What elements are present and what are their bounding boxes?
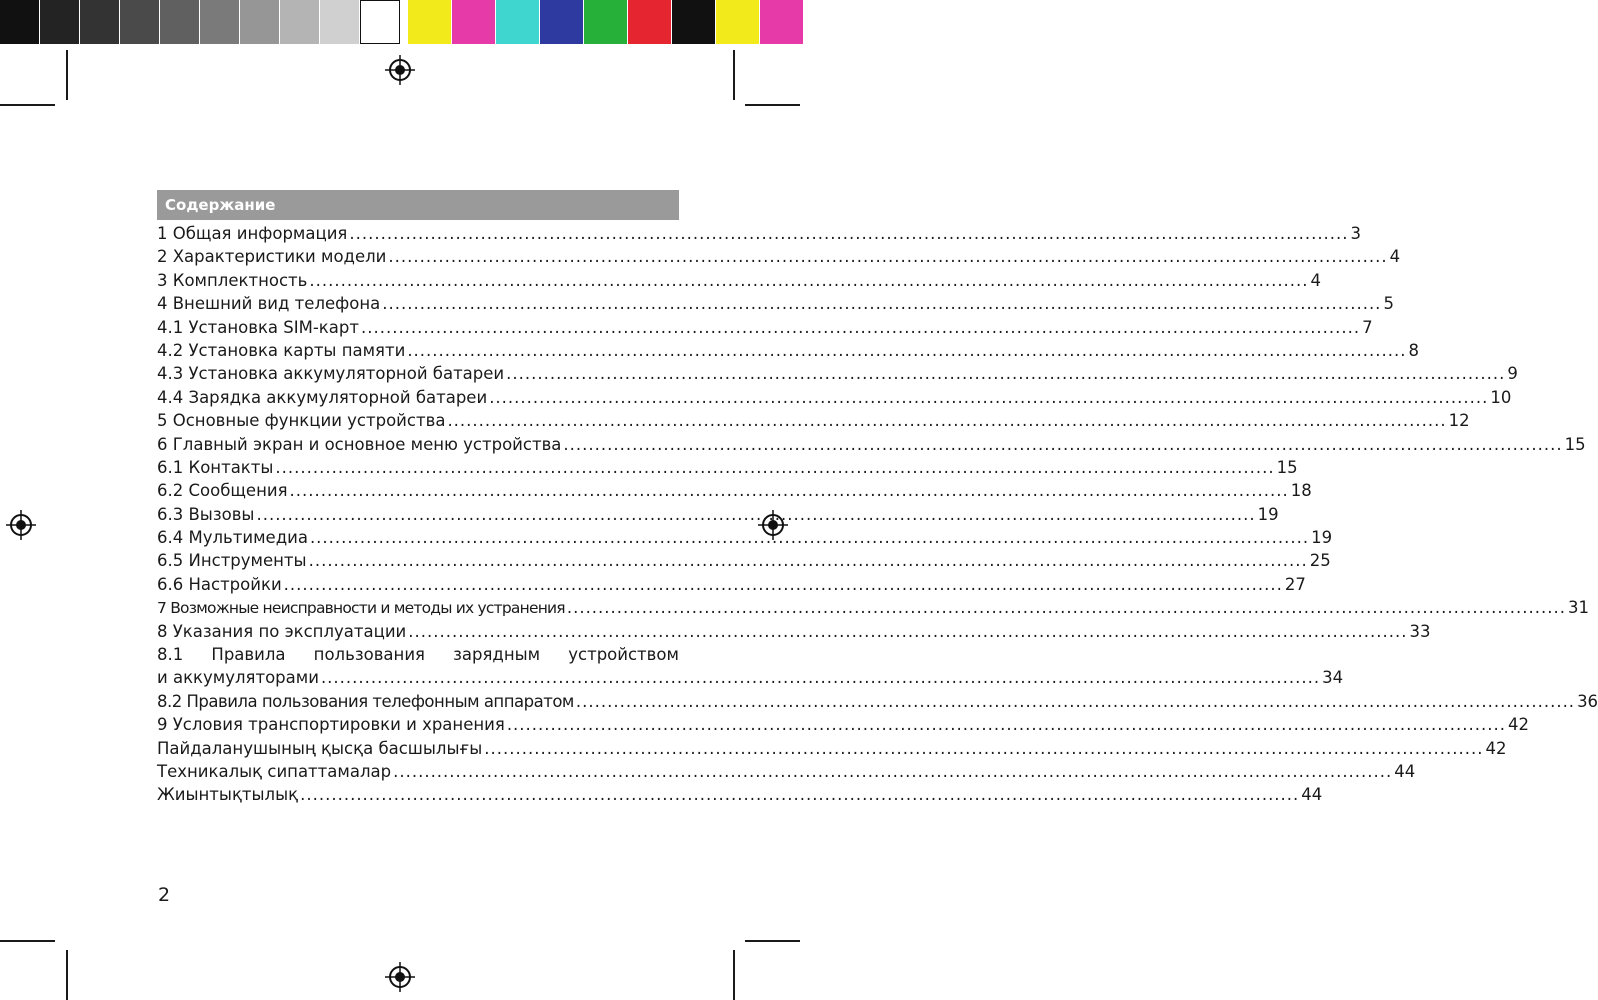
toc-entry[interactable] <box>157 738 1507 762</box>
toc-entry[interactable] <box>157 668 1344 691</box>
calibration-swatch <box>672 0 716 44</box>
toc-entry[interactable] <box>157 504 1279 528</box>
toc-leader-dots <box>382 294 1381 313</box>
toc-entry-page: 36 <box>1577 691 1598 711</box>
toc-entry-page: 31 <box>1568 598 1590 618</box>
calibration-swatch <box>200 0 240 44</box>
toc-entry[interactable] <box>157 317 1373 341</box>
toc-entry[interactable] <box>157 715 1529 738</box>
calibration-swatch <box>540 0 584 44</box>
toc-leader-dots <box>290 481 1289 500</box>
toc-entry-page: 19 <box>1311 528 1333 548</box>
toc-leader-dots <box>393 762 1392 781</box>
calibration-swatch <box>80 0 120 44</box>
toc-leader-dots <box>507 715 1506 734</box>
toc-entry-page: 27 <box>1284 574 1306 594</box>
toc-entry-page: 33 <box>1409 621 1431 641</box>
calibration-swatch <box>408 0 452 44</box>
toc-entry-label: 4.2 Установка карты памяти <box>157 340 406 360</box>
toc-entry-page: 19 <box>1257 504 1279 524</box>
toc-entry-label: Техникалық сипаттамалар <box>157 761 392 781</box>
toc-entry-page: 8 <box>1408 340 1419 360</box>
toc-leader-dots <box>489 388 1488 407</box>
calibration-swatch <box>40 0 80 44</box>
calibration-swatch <box>628 0 672 44</box>
toc-entry[interactable] <box>157 247 1401 270</box>
toc-entry-label: 1 Общая информация <box>157 224 348 243</box>
registration-mark-icon <box>385 962 415 992</box>
toc-entry-label: 4.3 Установка аккумуляторной батареи <box>157 364 505 384</box>
toc-entry-page: 18 <box>1290 481 1312 501</box>
toc-entry[interactable] <box>157 481 1312 504</box>
crop-mark <box>66 50 68 100</box>
toc-leader-dots <box>576 692 1575 711</box>
toc-entry-label: 6 Главный экран и основное меню устройства <box>157 434 562 454</box>
toc-entry[interactable] <box>157 528 1333 551</box>
page-number: 2 <box>158 884 171 906</box>
toc-entry-label: 6.5 Инструменты <box>157 551 307 571</box>
calibration-gap <box>400 0 408 44</box>
toc-leader-dots <box>300 785 1299 804</box>
crop-mark <box>745 940 800 942</box>
toc-leader-dots <box>447 411 1446 430</box>
toc-leader-dots <box>275 458 1274 477</box>
toc-entry-label: 9 Условия транспортировки и хранения <box>157 715 505 735</box>
toc-entry-label: 7 Возможные неисправности и методы их устранения <box>157 599 565 618</box>
toc-entry-label: 5 Основные функции устройства <box>157 411 446 431</box>
toc-entry-word: пользования <box>313 645 425 665</box>
toc-leader-dots <box>321 668 1320 687</box>
toc-entry[interactable] <box>157 434 1586 458</box>
toc-entry-page: 7 <box>1362 317 1373 337</box>
toc-entry-label: 6.4 Мультимедиа <box>157 528 308 548</box>
toc-entry-label: 6.2 Сообщения <box>157 481 288 501</box>
toc-entry[interactable] <box>157 294 1394 317</box>
crop-mark <box>733 950 735 1000</box>
calibration-swatch <box>716 0 760 44</box>
calibration-swatch <box>240 0 280 44</box>
toc-entry-label: 8 Указания по эксплуатации <box>157 621 407 641</box>
toc-entry[interactable] <box>157 364 1518 387</box>
crop-mark <box>745 104 800 106</box>
toc-entry-label: 8.2 Правила пользования телефонным аппаратом <box>157 691 574 711</box>
toc-entry[interactable] <box>157 785 1323 808</box>
toc-entry[interactable] <box>157 411 1470 434</box>
toc-leader-dots <box>256 505 1255 524</box>
crop-mark <box>733 50 735 100</box>
toc-entry[interactable] <box>157 761 1416 785</box>
toc-entry-label: Жиынтықтылық <box>157 785 299 805</box>
color-calibration-strip <box>0 0 804 44</box>
toc-entry-label: 6.3 Вызовы <box>157 504 255 524</box>
toc-entry-word: зарядным <box>453 645 541 665</box>
toc-leader-dots <box>408 622 1407 641</box>
toc-entry-label: 6.1 Контакты <box>157 457 274 477</box>
toc-list <box>157 224 1598 809</box>
toc-leader-dots <box>484 739 1483 758</box>
toc-leader-dots <box>309 551 1308 570</box>
toc-entry-page: 15 <box>1564 434 1586 454</box>
toc-entry-word: 8.1 <box>157 645 184 665</box>
toc-leader-dots <box>361 318 1360 337</box>
toc-entry-page: 42 <box>1485 738 1507 758</box>
toc-entry[interactable] <box>157 340 1419 364</box>
toc-leader-dots <box>407 341 1406 360</box>
toc-leader-dots <box>506 364 1505 383</box>
toc-entry[interactable] <box>157 387 1512 411</box>
crop-mark <box>0 940 55 942</box>
toc-title: Содержание <box>157 190 679 220</box>
toc-entry[interactable] <box>157 621 1431 645</box>
toc-entry-page: 44 <box>1394 761 1416 781</box>
toc-entry[interactable] <box>157 551 1331 574</box>
toc-entry[interactable] <box>157 691 1598 715</box>
toc-entry-page: 12 <box>1448 411 1470 431</box>
calibration-swatch <box>120 0 160 44</box>
calibration-swatch <box>0 0 40 44</box>
toc-entry-label: 2 Характеристики модели <box>157 247 387 267</box>
toc-entry-page: 9 <box>1507 364 1518 384</box>
registration-mark-icon <box>385 55 415 85</box>
toc-entry-label <box>157 645 679 664</box>
toc-entry-page: 5 <box>1383 294 1394 314</box>
toc-leader-dots <box>349 224 1348 243</box>
toc-entry[interactable] <box>157 457 1298 481</box>
crop-mark <box>0 104 55 106</box>
toc-entry-label: 6.6 Настройки <box>157 574 282 594</box>
toc-entry-page: 25 <box>1309 551 1331 571</box>
toc-entry[interactable] <box>157 574 1306 598</box>
toc-entry-page: 34 <box>1322 668 1344 688</box>
calibration-swatch <box>584 0 628 44</box>
toc-entry[interactable] <box>157 645 679 668</box>
toc-entry[interactable] <box>157 224 1362 247</box>
calibration-swatch <box>360 0 400 44</box>
registration-mark-icon <box>6 510 36 540</box>
toc-entry-label: Пайдаланушының қысқа басшылығы <box>157 738 483 758</box>
crop-mark <box>66 950 68 1000</box>
toc-entry-page: 4 <box>1310 270 1322 290</box>
calibration-swatch <box>452 0 496 44</box>
toc-leader-dots <box>567 598 1566 617</box>
toc-leader-dots <box>388 247 1387 266</box>
calibration-swatch <box>496 0 540 44</box>
toc-entry[interactable] <box>157 598 1590 621</box>
calibration-swatch <box>760 0 804 44</box>
toc-leader-dots <box>310 528 1309 547</box>
toc-entry-label: 4 Внешний вид телефона <box>157 294 381 314</box>
toc-entry-page: 42 <box>1508 715 1529 735</box>
toc-entry-label: 4.1 Установка SIM-карт <box>157 317 359 337</box>
toc-entry-word: устройством <box>568 645 679 665</box>
toc-leader-dots <box>563 435 1562 454</box>
toc-entry-label: 3 Комплектность <box>157 270 308 290</box>
toc-entry-page: 3 <box>1350 224 1362 243</box>
toc-entry[interactable] <box>157 270 1322 294</box>
toc-entry-label: 4.4 Зарядка аккумуляторной батареи <box>157 387 488 407</box>
toc-entry-page: 15 <box>1276 457 1298 477</box>
toc-leader-dots <box>309 271 1308 290</box>
calibration-swatch <box>280 0 320 44</box>
toc-entry-page: 4 <box>1389 247 1401 267</box>
table-of-contents <box>157 190 1598 809</box>
toc-entry-page: 44 <box>1301 785 1323 805</box>
calibration-swatch <box>320 0 360 44</box>
toc-leader-dots <box>284 575 1283 594</box>
toc-entry-page: 10 <box>1490 387 1512 407</box>
toc-entry-label: и аккумуляторами <box>157 668 319 688</box>
toc-entry-word: Правила <box>211 645 286 665</box>
calibration-swatch <box>160 0 200 44</box>
